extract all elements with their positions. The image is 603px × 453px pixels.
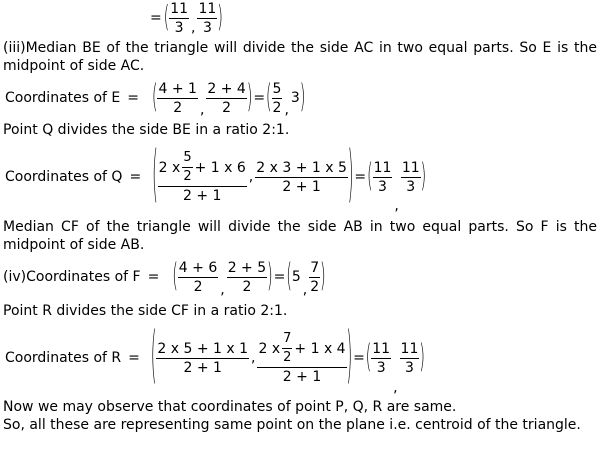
text-observation: Now we may observe that coordinates of point P, Q, R are same. [3, 399, 457, 415]
inner-fraction: $\frac{7}{2}$ [283, 331, 292, 365]
fraction-x: $\frac{4 + 1}{2}$ [158, 80, 197, 116]
text-point-r: Point R divides the side CF in a ratio 2:1. [3, 303, 288, 319]
fraction-x: $\frac{4 + 6}{2}$ [178, 259, 218, 295]
fraction-result-x: $\frac{11}{3}$ [372, 340, 391, 376]
right-paren: ) [320, 258, 326, 296]
right-paren: ) [217, 1, 223, 35]
left-paren: ( [365, 339, 372, 377]
right-paren: ) [420, 158, 427, 196]
equation-row-coordinates-f: (iv)Coordinates of F = ( $\frac{4 + 6}{2}$ , $\frac{2 + 5}{2}$ ) = ( 5 , $\frac{7}{2}$ ) [3, 258, 326, 298]
fraction-result-x: $\frac{11}{3}$ [373, 159, 392, 195]
paragraph-conclusion: So, all these are representing same point on the plane i.e. centroid of the triangle. [3, 417, 581, 433]
label-coordinates-r: Coordinates of R [5, 350, 122, 366]
fraction-y: 2 x $\frac{7}{2}$ + 1 x 4 2 + 1 [258, 331, 346, 385]
left-paren: ( [367, 158, 373, 196]
left-paren: ( [150, 322, 157, 394]
left-paren: ( [266, 79, 272, 117]
result-x: 5 [291, 269, 301, 285]
equation-row-coordinates-r: Coordinates of R = ( $\frac{2 x 5 + 1 x 1}{2 + 1}$ , 2 x $\frac{7}{2}$ + 1 x 4 2 + 1 ) = ( $\frac{11}{3}$ , $\frac{11}{3}$ ) [5, 322, 425, 396]
left-paren: ( [172, 258, 178, 296]
paragraph-median-cf: Median CF of the triangle will divide the side AB in two equal parts. So F is the midpoint of side AB. [3, 219, 597, 253]
left-paren: ( [163, 1, 170, 35]
right-paren: ) [347, 141, 354, 213]
right-paren: ) [419, 339, 425, 377]
equation-row-coordinates-e: Coordinates of E = ( $\frac{4 + 1}{2}$ , $\frac{2 + 4}{2}$ ) = ( $\frac{5}{2}$ , 3 ) [5, 79, 306, 118]
right-paren: ) [267, 258, 273, 296]
label-coordinates-q: Coordinates of Q [5, 169, 123, 185]
right-paren: ) [346, 322, 353, 394]
equation-row-coordinates-q: Coordinates of Q = ( 2 x $\frac{5}{2}$ + 1 x 6 2 + 1 , $\frac{2 x 3 + 1 x 5}{2 + 1}$ ) = ( $\frac{11}{3}$ , $\frac{11}{3}$ ) [5, 141, 427, 214]
right-paren: ) [246, 79, 253, 117]
inner-fraction: $\frac{5}{2}$ [183, 150, 192, 184]
left-paren: ( [152, 79, 158, 117]
paragraph-median-be: (iii)Median BE of the triangle will divide the side AC in two equal parts. So E is the midpoint of side AC. [3, 40, 597, 74]
left-paren: ( [286, 258, 292, 296]
fraction-result-x: $\frac{5}{2}$ [272, 80, 282, 116]
right-paren: ) [299, 79, 306, 117]
fraction-y: $\frac{2 + 4}{2}$ [207, 80, 246, 116]
fraction-result-y: $\frac{11}{3}$ [401, 159, 420, 195]
left-paren: ( [152, 141, 158, 213]
fraction-y: $\frac{11}{3}$ [198, 0, 217, 36]
text-point-q: Point Q divides the side BE in a ratio 2:1. [3, 122, 290, 138]
label-coordinates-f: (iv)Coordinates of F [3, 269, 141, 285]
fraction-x: $\frac{2 x 5 + 1 x 1}{2 + 1}$ [157, 340, 249, 376]
equation-row-p-result: = ( $\frac{11}{3}$ , $\frac{11}{3}$ ) [150, 0, 223, 36]
label-coordinates-e: Coordinates of E [5, 90, 121, 106]
fraction-result-y: $\frac{11}{3}$ [400, 340, 419, 376]
fraction-x: $\frac{11}{3}$ [170, 0, 189, 36]
equals-sign: = [150, 10, 162, 26]
fraction-y: $\frac{2 + 5}{2}$ [227, 259, 267, 295]
fraction-x: 2 x $\frac{5}{2}$ + 1 x 6 2 + 1 [158, 150, 246, 204]
result-y: 3 [290, 90, 300, 106]
fraction-result-y: $\frac{7}{2}$ [310, 259, 320, 295]
fraction-y: $\frac{2 x 3 + 1 x 5}{2 + 1}$ [256, 159, 347, 195]
